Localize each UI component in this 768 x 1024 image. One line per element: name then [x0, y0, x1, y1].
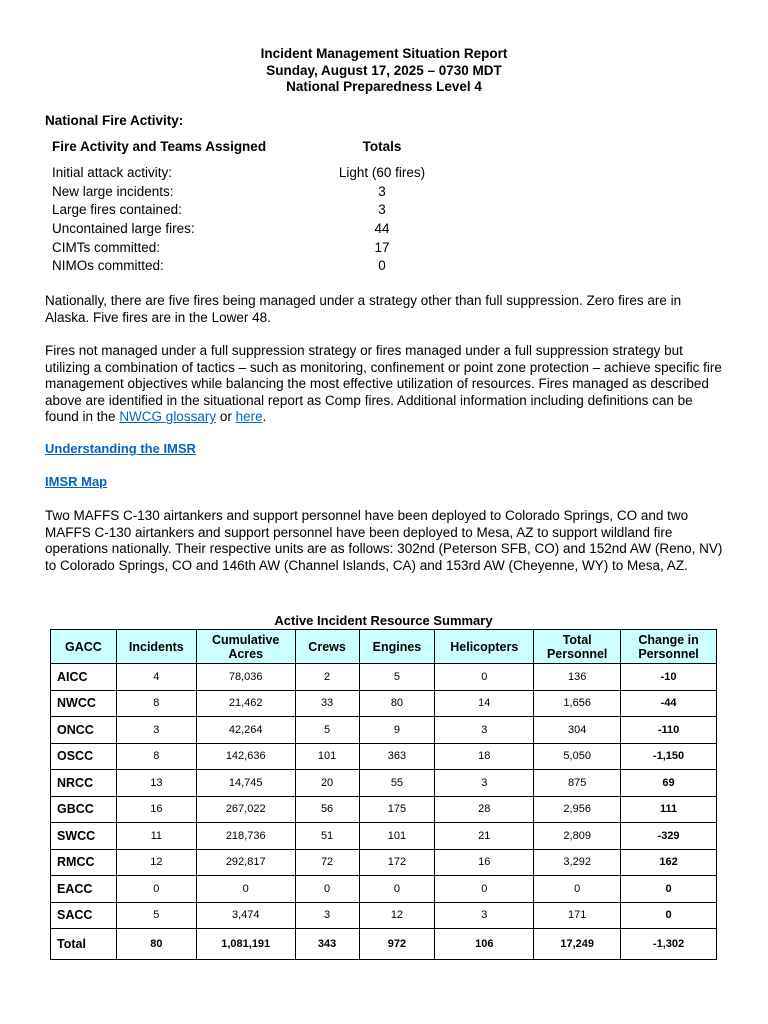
nwcg-glossary-link[interactable]: NWCG glossary	[119, 409, 217, 424]
fire-activity-label: New large incidents:	[52, 183, 174, 199]
change-cell: -44	[621, 690, 717, 717]
fire-activity-label: Large fires contained:	[52, 202, 182, 218]
table-row	[51, 743, 717, 770]
gacc-cell: GBCC	[51, 796, 117, 823]
personnel-cell: 0	[534, 876, 621, 903]
change-cell: 111	[621, 796, 717, 823]
fire-activity-value: 3	[378, 202, 386, 218]
fire-activity-label: CIMTs committed:	[52, 239, 161, 255]
resource-summary-caption: Active Incident Resource Summary	[274, 613, 493, 628]
personnel-cell: 171	[534, 902, 621, 929]
crews-cell: 2	[295, 664, 359, 691]
helicopters-cell: 18	[435, 743, 534, 770]
crews-cell: 5	[295, 717, 359, 744]
incidents-cell: 3	[116, 717, 196, 744]
incidents-cell: 8	[116, 743, 196, 770]
table-row	[51, 770, 717, 797]
acres-cell: 0	[196, 876, 295, 903]
table-row	[51, 823, 717, 850]
crews-cell: 33	[295, 690, 359, 717]
crews-cell: 0	[295, 876, 359, 903]
helicopters-cell: 3	[435, 770, 534, 797]
engines-cell: 9	[359, 717, 435, 744]
column-header: Engines	[359, 630, 435, 664]
acres-cell: 3,474	[196, 902, 295, 929]
incidents-cell: 11	[116, 823, 196, 850]
table-row	[51, 717, 717, 744]
helicopters-cell: 21	[435, 823, 534, 850]
personnel-cell: 5,050	[534, 743, 621, 770]
personnel-cell: 2,956	[534, 796, 621, 823]
gacc-cell: Total	[51, 929, 117, 960]
crews-cell: 20	[295, 770, 359, 797]
engines-cell: 80	[359, 690, 435, 717]
incidents-cell: 16	[116, 796, 196, 823]
change-cell: -110	[621, 717, 717, 744]
fire-activity-label: Initial attack activity:	[52, 165, 173, 180]
totals-column-label: Totals	[362, 139, 402, 154]
column-header: Total Personnel	[534, 630, 621, 664]
incidents-cell: 8	[116, 690, 196, 717]
change-cell: -1,302	[621, 929, 717, 960]
report-header	[0, 46, 768, 96]
fire-activity-value: 17	[374, 239, 390, 255]
engines-cell: 12	[359, 902, 435, 929]
fire-activity-value: 3	[378, 183, 386, 199]
suppression-strategy-paragraph: Nationally, there are five fires being managed under a strategy other than full suppression. Zero fires are in Alaska. Five fires are in the Lower 48.	[45, 293, 682, 325]
gacc-cell: EACC	[51, 876, 117, 903]
resource-summary-table	[50, 629, 717, 960]
incidents-cell: 80	[116, 929, 196, 960]
change-cell: -10	[621, 664, 717, 691]
total-row	[51, 929, 717, 960]
crews-cell: 101	[295, 743, 359, 770]
imsr-map-link[interactable]: IMSR Map	[45, 474, 108, 489]
engines-cell: 5	[359, 664, 435, 691]
personnel-cell: 2,809	[534, 823, 621, 850]
column-header: Crews	[295, 630, 359, 664]
here-link[interactable]: here	[235, 409, 263, 424]
helicopters-cell: 16	[435, 849, 534, 876]
table-row	[51, 876, 717, 903]
acres-cell: 21,462	[196, 690, 295, 717]
gacc-cell: SWCC	[51, 823, 117, 850]
helicopters-cell: 14	[435, 690, 534, 717]
fire-activity-value: 44	[374, 221, 390, 237]
helicopters-cell: 3	[435, 902, 534, 929]
gacc-cell: SACC	[51, 902, 117, 929]
personnel-cell: 304	[534, 717, 621, 744]
engines-cell: 0	[359, 876, 435, 903]
crews-cell: 72	[295, 849, 359, 876]
acres-cell: 1,081,191	[196, 929, 295, 960]
incidents-cell: 13	[116, 770, 196, 797]
fire-activity-label: NIMOs committed:	[52, 258, 164, 274]
change-cell: 0	[621, 902, 717, 929]
personnel-cell: 1,656	[534, 690, 621, 717]
engines-cell: 101	[359, 823, 435, 850]
change-cell: 69	[621, 770, 717, 797]
crews-cell: 56	[295, 796, 359, 823]
gacc-cell: NRCC	[51, 770, 117, 797]
gacc-cell: AICC	[51, 664, 117, 691]
incidents-cell: 12	[116, 849, 196, 876]
preparedness-level: National Preparedness Level 4	[286, 79, 482, 94]
table-row	[51, 902, 717, 929]
acres-cell: 42,264	[196, 717, 295, 744]
column-header: Cumulative Acres	[196, 630, 295, 664]
column-header: Helicopters	[435, 630, 534, 664]
gacc-cell: NWCC	[51, 690, 117, 717]
table-row	[51, 664, 717, 691]
engines-cell: 172	[359, 849, 435, 876]
helicopters-cell: 0	[435, 664, 534, 691]
helicopters-cell: 106	[435, 929, 534, 960]
crews-cell: 51	[295, 823, 359, 850]
acres-cell: 267,022	[196, 796, 295, 823]
table-row	[51, 849, 717, 876]
acres-cell: 142,636	[196, 743, 295, 770]
gacc-cell: RMCC	[51, 849, 117, 876]
column-header: GACC	[51, 630, 117, 664]
fire-activity-value: 0	[378, 258, 386, 274]
acres-cell: 292,817	[196, 849, 295, 876]
engines-cell: 363	[359, 743, 435, 770]
comp-fires-paragraph	[45, 343, 725, 426]
report-title: Incident Management Situation Report	[260, 46, 508, 61]
acres-cell: 78,036	[196, 664, 295, 691]
gacc-cell: ONCC	[51, 717, 117, 744]
fire-activity-label: Uncontained large fires:	[52, 221, 195, 237]
comp-fires-text: Fires not managed under a full suppression strategy or fires managed under a full suppression strategy but utilizing a combination of tactics – such as monitoring, confinement or point zone protection – achieve specific fire management objectives while balancing the most effective utilization of resources. Fires managed as described above are identified in the situational report as Comp fires. Additional information including definitions can be found in the	[45, 343, 722, 424]
incidents-cell: 4	[116, 664, 196, 691]
incidents-cell: 0	[116, 876, 196, 903]
change-cell: -329	[621, 823, 717, 850]
table-row	[51, 796, 717, 823]
fire-activity-column-label: Fire Activity and Teams Assigned	[52, 139, 267, 154]
acres-cell: 218,736	[196, 823, 295, 850]
link-separator-text: or	[216, 409, 236, 424]
maffs-paragraph: Two MAFFS C-130 airtankers and support personnel have been deployed to Colorado Springs, CO and two MAFFS C-130 airtankers and support personnel have been deployed to Mesa, AZ to support wildland fire operations nationally. Their respective units are as follows: 302nd (Peterson SFB, CO) and 152nd AW (Reno, NV) to Colorado Springs, CO and 146th AW (Channel Islands, CA) and 153rd AW (Cheyenne, WY) to Mesa, AZ.	[45, 508, 723, 573]
fire-activity-value: Light (60 fires)	[338, 165, 426, 180]
change-cell: 162	[621, 849, 717, 876]
report-date: Sunday, August 17, 2025 – 0730 MDT	[266, 62, 502, 78]
table-row	[51, 690, 717, 717]
gacc-cell: OSCC	[51, 743, 117, 770]
personnel-cell: 17,249	[534, 929, 621, 960]
personnel-cell: 875	[534, 770, 621, 797]
helicopters-cell: 3	[435, 717, 534, 744]
incidents-cell: 5	[116, 902, 196, 929]
table-header-row	[51, 630, 717, 664]
crews-cell: 343	[295, 929, 359, 960]
engines-cell: 972	[359, 929, 435, 960]
change-cell: -1,150	[621, 743, 717, 770]
paragraph-end-text: .	[262, 409, 267, 424]
national-fire-activity-heading: National Fire Activity:	[45, 113, 184, 128]
helicopters-cell: 28	[435, 796, 534, 823]
personnel-cell: 136	[534, 664, 621, 691]
column-header: Incidents	[116, 630, 196, 664]
helicopters-cell: 0	[435, 876, 534, 903]
crews-cell: 3	[295, 902, 359, 929]
engines-cell: 175	[359, 796, 435, 823]
column-header: Change in Personnel	[621, 630, 717, 664]
acres-cell: 14,745	[196, 770, 295, 797]
engines-cell: 55	[359, 770, 435, 797]
personnel-cell: 3,292	[534, 849, 621, 876]
change-cell: 0	[621, 876, 717, 903]
understanding-imsr-link[interactable]: Understanding the IMSR	[45, 441, 196, 456]
